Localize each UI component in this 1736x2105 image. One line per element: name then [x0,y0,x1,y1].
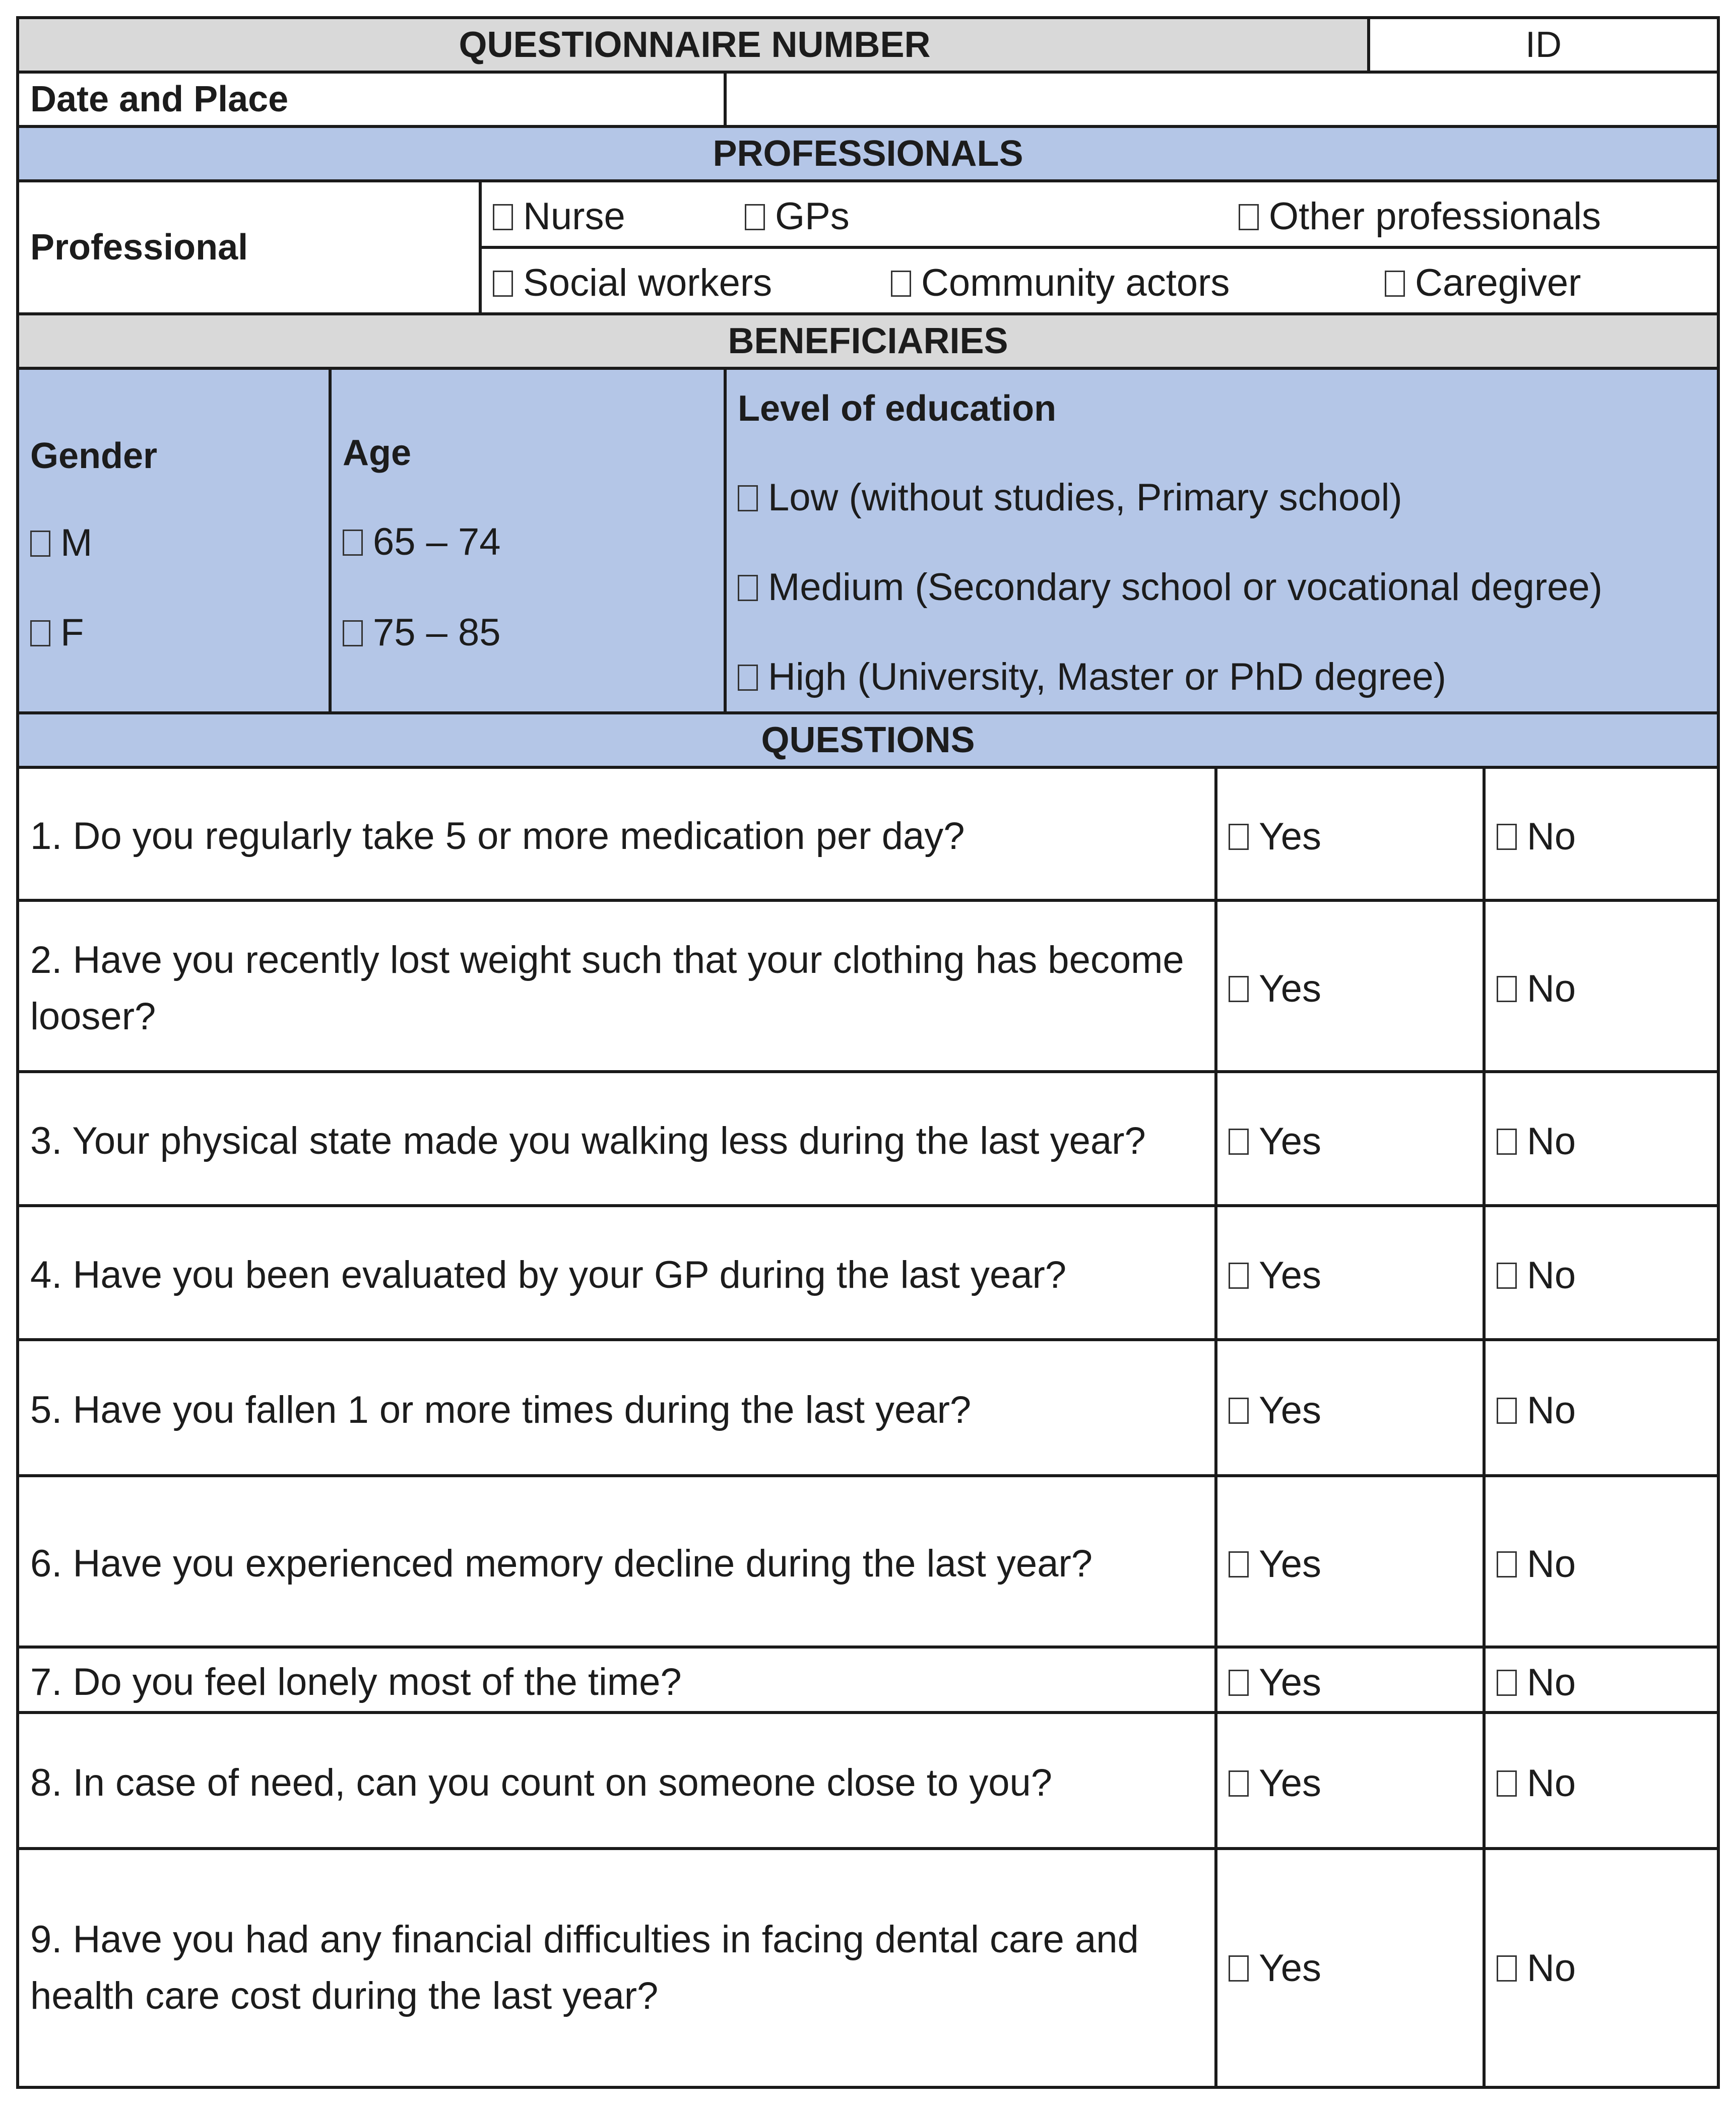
yes-option[interactable] [1229,1542,1321,1586]
gender-cell [16,367,335,714]
question-text: 2. Have you recently lost weight such that your clothing has become looser? [30,939,1184,1038]
question-text: 7. Do you feel lonely most of the time? [30,1661,682,1703]
gender-m-checkbox[interactable] [30,531,50,557]
yes-answer-cell [1214,899,1489,1078]
yes-checkbox[interactable] [1229,1670,1249,1696]
no-answer-cell [1483,1338,1720,1482]
yes-option[interactable] [1229,1761,1321,1805]
no-option[interactable] [1497,1254,1576,1297]
question-row [16,1338,1220,1482]
professional-label: Professional [30,227,248,268]
no-answer-cell [1483,1847,1720,2089]
yes-answer-cell [1214,1204,1489,1346]
age-option-75-85[interactable] [343,611,501,654]
questionnaire-number-header [16,16,1373,74]
yes-answer-cell [1214,766,1489,907]
questions-section-title: QUESTIONS [761,720,975,760]
option-caregiver[interactable] [1385,261,1581,305]
yes-option[interactable] [1229,1946,1321,1990]
other-professionals-label: Other professionals [1269,195,1601,238]
yes-checkbox[interactable] [1229,1398,1249,1424]
no-option[interactable] [1497,1761,1576,1805]
option-gps[interactable] [745,194,850,238]
professional-options-row-2 [479,246,1720,315]
date-place-label: Date and Place [30,79,289,119]
gps-label: GPs [775,195,850,238]
yes-option[interactable] [1229,1661,1321,1704]
question-row [16,1070,1220,1212]
nurse-label: Nurse [523,195,625,238]
question-text: 1. Do you regularly take 5 or more medication per day? [30,815,965,858]
no-answer-cell [1483,1711,1720,1855]
id-label: ID [1525,25,1562,65]
professionals-section-title: PROFESSIONALS [713,134,1023,174]
no-answer-cell [1483,1646,1720,1719]
education-high-label: High (University, Master or PhD degree) [768,655,1446,698]
caregiver-checkbox[interactable] [1385,271,1405,297]
option-other-professionals[interactable] [1239,194,1601,238]
gender-f-label: F [60,611,84,654]
yes-answer-cell [1214,1646,1489,1719]
yes-label: Yes [1259,815,1321,858]
yes-option[interactable] [1229,1254,1321,1297]
yes-option[interactable] [1229,1389,1321,1432]
yes-label: Yes [1259,967,1321,1010]
education-label: Level of education [738,388,1057,429]
yes-label: Yes [1259,1946,1321,1990]
no-checkbox[interactable] [1497,1263,1517,1289]
option-nurse[interactable] [493,194,625,238]
age-cell [329,367,730,714]
questions-section-header [16,711,1720,769]
no-answer-cell [1483,899,1720,1078]
gender-f-checkbox[interactable] [30,620,50,646]
no-checkbox[interactable] [1497,1398,1517,1424]
option-community-actors[interactable] [891,261,1230,305]
question-text: 4. Have you been evaluated by your GP during the last year? [30,1254,1067,1296]
education-cell [724,367,1720,714]
questionnaire-number-label: QUESTIONNAIRE NUMBER [459,25,931,65]
education-option-medium[interactable] [738,565,1602,609]
yes-answer-cell [1214,1474,1489,1654]
question-text: 8. In case of need, can you count on someone close to you? [30,1761,1053,1804]
no-label: No [1527,1946,1576,1990]
no-label: No [1527,815,1576,858]
age-label: Age [343,433,412,473]
yes-checkbox[interactable] [1229,1955,1249,1982]
no-option[interactable] [1497,967,1576,1011]
education-option-low[interactable] [738,476,1402,519]
question-text: 6. Have you experienced memory decline during the last year? [30,1542,1093,1585]
yes-label: Yes [1259,1389,1321,1432]
question-row [16,766,1220,907]
yes-answer-cell [1214,1847,1489,2089]
no-label: No [1527,1661,1576,1704]
gender-option-m[interactable] [30,521,92,565]
yes-answer-cell [1214,1338,1489,1482]
no-answer-cell [1483,1204,1720,1346]
no-checkbox[interactable] [1497,824,1517,850]
education-medium-label: Medium (Secondary school or vocational degree) [768,566,1602,609]
nurse-checkbox[interactable] [493,204,513,230]
question-row [16,899,1220,1078]
no-label: No [1527,1389,1576,1432]
no-answer-cell [1483,766,1720,907]
yes-checkbox[interactable] [1229,1551,1249,1577]
other-professionals-checkbox[interactable] [1239,204,1259,230]
question-row [16,1711,1220,1855]
professional-options-row-1 [479,179,1720,249]
no-option[interactable] [1497,815,1576,859]
yes-label: Yes [1259,1542,1321,1586]
yes-checkbox[interactable] [1229,1770,1249,1797]
no-option[interactable] [1497,1120,1576,1163]
professionals-section-header [16,125,1720,182]
option-social-workers[interactable] [493,261,772,305]
gps-checkbox[interactable] [745,204,765,230]
no-label: No [1527,1120,1576,1163]
yes-checkbox[interactable] [1229,976,1249,1002]
gender-m-label: M [60,521,93,564]
no-label: No [1527,1761,1576,1805]
date-place-label-cell [16,71,730,128]
no-option[interactable] [1497,1389,1576,1432]
question-row [16,1847,1220,2089]
community-actors-label: Community actors [921,261,1230,304]
question-text: 5. Have you fallen 1 or more times during the last year? [30,1389,972,1431]
yes-answer-cell [1214,1711,1489,1855]
social-workers-label: Social workers [523,261,773,304]
no-label: No [1527,967,1576,1010]
no-answer-cell [1483,1474,1720,1654]
age-75-85-checkbox[interactable] [343,620,363,646]
no-checkbox[interactable] [1497,1129,1517,1155]
age-option-65-74[interactable] [343,520,501,564]
community-actors-checkbox[interactable] [891,271,911,297]
age-75-85-label: 75 – 85 [373,611,501,654]
gender-option-f[interactable] [30,611,84,654]
yes-label: Yes [1259,1761,1321,1805]
no-label: No [1527,1254,1576,1297]
no-checkbox[interactable] [1497,976,1517,1002]
professional-label-cell [16,179,485,315]
no-option[interactable] [1497,1542,1576,1586]
question-row [16,1204,1220,1346]
yes-answer-cell [1214,1070,1489,1212]
yes-option[interactable] [1229,1120,1321,1163]
yes-label: Yes [1259,1661,1321,1704]
yes-label: Yes [1259,1254,1321,1297]
no-label: No [1527,1542,1576,1586]
yes-option[interactable] [1229,967,1321,1011]
age-65-74-label: 65 – 74 [373,520,501,563]
no-answer-cell [1483,1070,1720,1212]
date-place-field[interactable] [724,71,1720,128]
education-option-high[interactable] [738,655,1446,699]
yes-checkbox[interactable] [1229,824,1249,850]
education-low-label: Low (without studies, Primary school) [768,476,1402,519]
no-checkbox[interactable] [1497,1770,1517,1797]
yes-option[interactable] [1229,815,1321,859]
yes-label: Yes [1259,1120,1321,1163]
social-workers-checkbox[interactable] [493,271,513,297]
education-medium-checkbox[interactable] [738,575,758,601]
education-low-checkbox[interactable] [738,485,758,511]
yes-checkbox[interactable] [1229,1263,1249,1289]
no-option[interactable] [1497,1946,1576,1990]
question-row [16,1646,1220,1719]
gender-label: Gender [30,436,158,476]
beneficiaries-section-header [16,312,1720,370]
age-65-74-checkbox[interactable] [343,530,363,556]
beneficiaries-section-title: BENEFICIARIES [728,321,1008,361]
no-option[interactable] [1497,1661,1576,1704]
question-text: 3. Your physical state made you walking less during the last year? [30,1120,1146,1162]
no-checkbox[interactable] [1497,1955,1517,1982]
id-field[interactable] [1367,16,1720,74]
question-text: 9. Have you had any financial difficulties in facing dental care and health care cost during the last year? [30,1918,1139,2017]
no-checkbox[interactable] [1497,1551,1517,1577]
question-row [16,1474,1220,1654]
education-high-checkbox[interactable] [738,665,758,691]
no-checkbox[interactable] [1497,1670,1517,1696]
yes-checkbox[interactable] [1229,1129,1249,1155]
caregiver-label: Caregiver [1415,261,1581,304]
